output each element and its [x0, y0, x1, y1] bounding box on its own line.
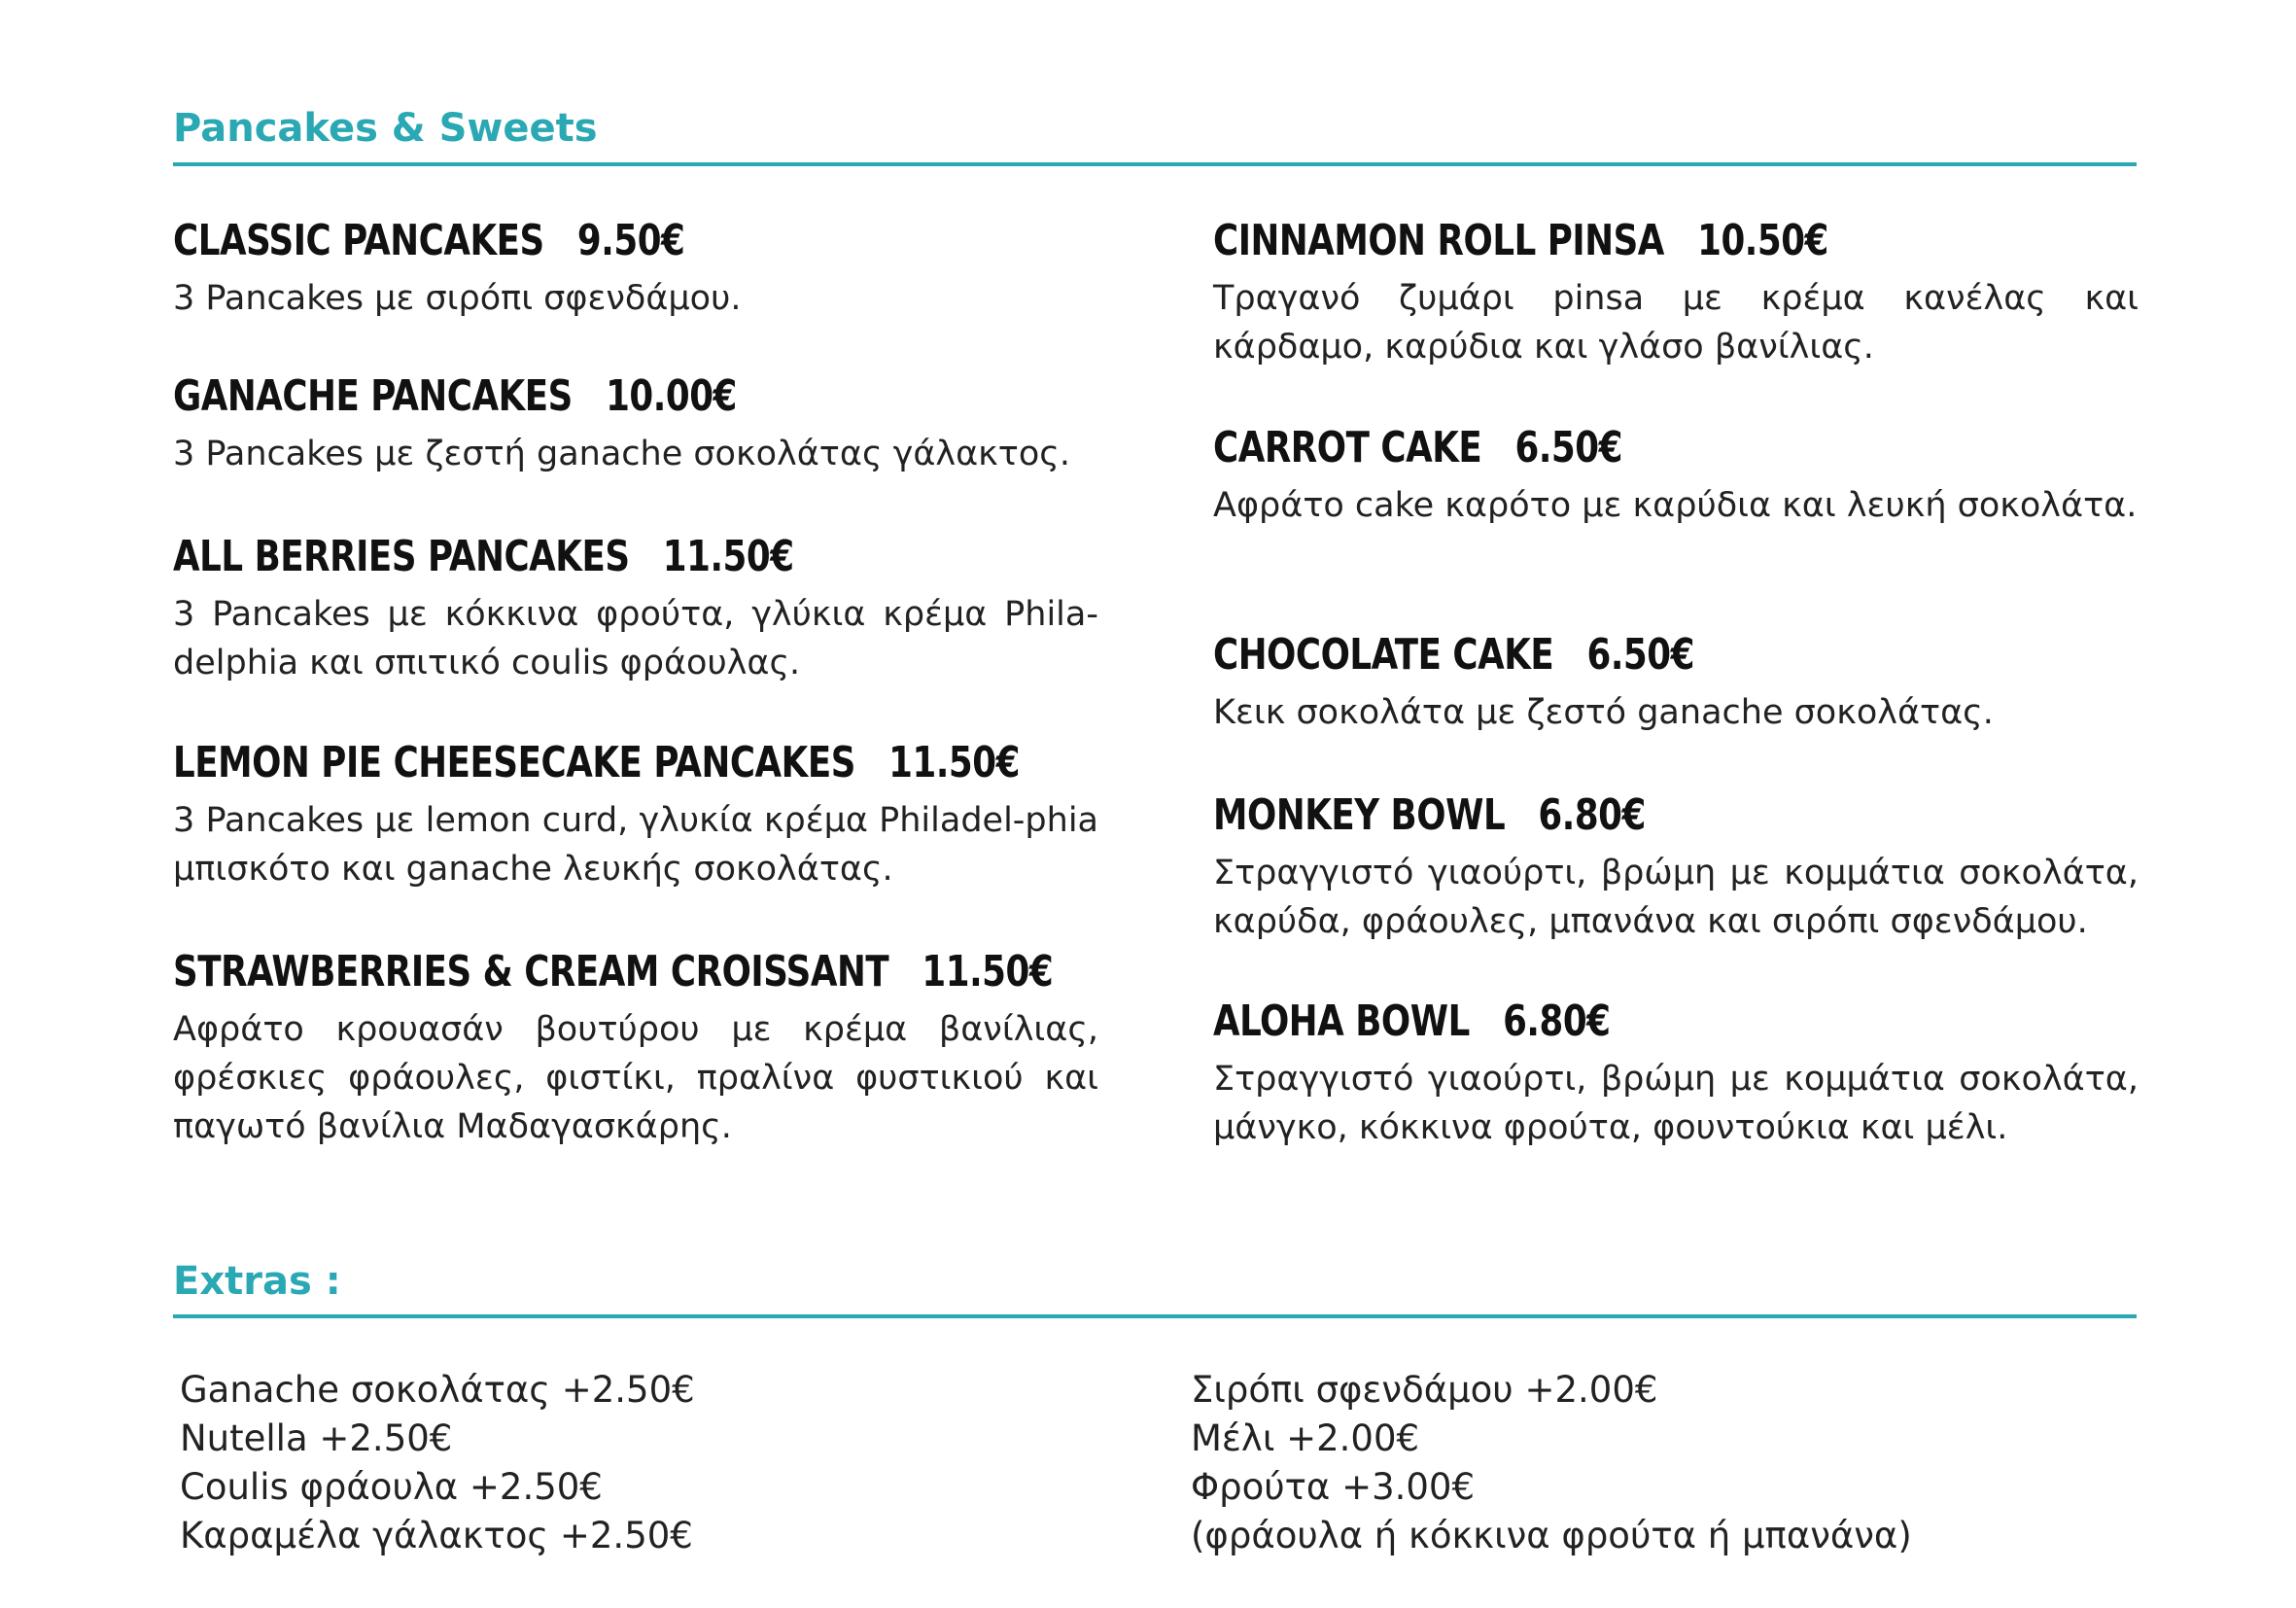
- menu-item: [173, 214, 1098, 369]
- item-name: CHOCOLATE CAKE: [1213, 630, 1554, 680]
- menu-item: [173, 736, 1098, 945]
- menu-item: [1213, 788, 2139, 995]
- menu-column-right: [1213, 214, 2139, 1152]
- item-description: Αφράτο cake καρότο με καρύδια και λευκή σοκολάτα.: [1213, 486, 2138, 525]
- menu-column-left: [173, 214, 1098, 1151]
- extra-item: Φρούτα +3.00€: [1191, 1466, 1476, 1508]
- item-description: 3 Pancakes με ζεστή ganache σοκολάτας γάλακτος.: [173, 435, 1070, 473]
- item-heading: [173, 945, 1054, 999]
- menu-item: [1213, 421, 2139, 628]
- section-title-pancakes: Pancakes & Sweets: [173, 106, 598, 151]
- item-price: 6.50€: [1586, 630, 1694, 680]
- item-name: MONKEY BOWL: [1213, 790, 1506, 840]
- item-heading: [173, 214, 1006, 268]
- item-description: Αφράτο κρουασάν βουτύρου με κρέμα βανίλιας, φρέσκιες φράουλες, φιστίκι, πραλίνα φυστικιού και παγωτό βανίλια Μαδαγασκάρης.: [173, 1010, 1098, 1146]
- extra-item: Σιρόπι σφενδάμου +2.00€: [1191, 1369, 1658, 1411]
- section-title-extras: Extras :: [173, 1259, 341, 1304]
- item-name: GANACHE PANCAKES: [173, 371, 573, 421]
- item-heading: [1213, 421, 2046, 475]
- item-description: 3 Pancakes με lemon curd, γλυκία κρέμα Philadel-phia μπισκότο και ganache λευκής σοκολάτας.: [173, 801, 1098, 889]
- item-heading: [1213, 628, 2046, 682]
- item-description: Κεικ σοκολάτα με ζεστό ganache σοκολάτας.: [1213, 693, 1994, 732]
- item-price: 11.50€: [888, 738, 1020, 787]
- item-price: 10.50€: [1697, 216, 1828, 265]
- item-description: Στραγγιστό γιαούρτι, βρώμη με κομμάτια σοκολάτα, μάνγκο, κόκκινα φρούτα, φουντούκια και μέλι.: [1213, 1060, 2139, 1147]
- menu-item: [1213, 214, 2139, 421]
- item-price: 6.80€: [1503, 996, 1611, 1046]
- item-heading: [173, 369, 1006, 424]
- item-heading: [1213, 995, 2046, 1049]
- extra-item: (φράουλα ή κόκκινα φρούτα ή μπανάνα): [1191, 1515, 1912, 1556]
- menu-item: [173, 530, 1098, 736]
- item-heading: [173, 530, 1006, 584]
- item-price: 9.50€: [576, 216, 685, 265]
- extra-item: Μέλι +2.00€: [1191, 1417, 1420, 1459]
- item-name: ALL BERRIES PANCAKES: [173, 532, 630, 581]
- extra-item: Nutella +2.50€: [180, 1417, 453, 1459]
- menu-item: [1213, 628, 2139, 788]
- extra-item: Ganache σοκολάτας +2.50€: [180, 1369, 695, 1411]
- extra-item: Καραμέλα γάλακτος +2.50€: [180, 1515, 693, 1556]
- item-heading: [173, 736, 1020, 790]
- extra-item: Coulis φράουλα +2.50€: [180, 1466, 603, 1508]
- section-divider: [173, 162, 2137, 166]
- item-name: ALOHA BOWL: [1213, 996, 1470, 1046]
- menu-item: [1213, 995, 2139, 1152]
- item-name: LEMON PIE CHEESECAKE PANCAKES: [173, 738, 855, 787]
- menu-item: [173, 369, 1098, 530]
- item-name: CINNAMON ROLL PINSA: [1213, 216, 1664, 265]
- item-price: 6.80€: [1538, 790, 1646, 840]
- item-description: 3 Pancakes με σιρόπι σφενδάμου.: [173, 279, 742, 318]
- item-price: 10.00€: [606, 371, 737, 421]
- item-name: CLASSIC PANCAKES: [173, 216, 544, 265]
- item-name: CARROT CAKE: [1213, 423, 1482, 472]
- item-description: Στραγγιστό γιαούρτι, βρώμη με κομμάτια σοκολάτα, καρύδα, φράουλες, μπανάνα και σιρόπι σφενδάμου.: [1213, 854, 2139, 941]
- item-price: 11.50€: [922, 947, 1054, 996]
- item-heading: [1213, 214, 2046, 268]
- item-price: 11.50€: [662, 532, 794, 581]
- item-heading: [1213, 788, 2046, 843]
- extras-list-left: [180, 1366, 695, 1560]
- item-description: 3 Pancakes με κόκκινα φρούτα, γλύκια κρέμα Phila-delphia και σπιτικό coulis φράουλας.: [173, 595, 1098, 682]
- item-description: Τραγανό ζυμάρι pinsa με κρέμα κανέλας και κάρδαμο, καρύδια και γλάσο βανίλιας.: [1213, 279, 2139, 367]
- extras-list-right: [1191, 1366, 1912, 1560]
- menu-item: [173, 945, 1098, 1151]
- item-name: STRAWBERRIES & CREAM CROISSANT: [173, 947, 889, 996]
- section-divider: [173, 1314, 2137, 1318]
- item-price: 6.50€: [1514, 423, 1622, 472]
